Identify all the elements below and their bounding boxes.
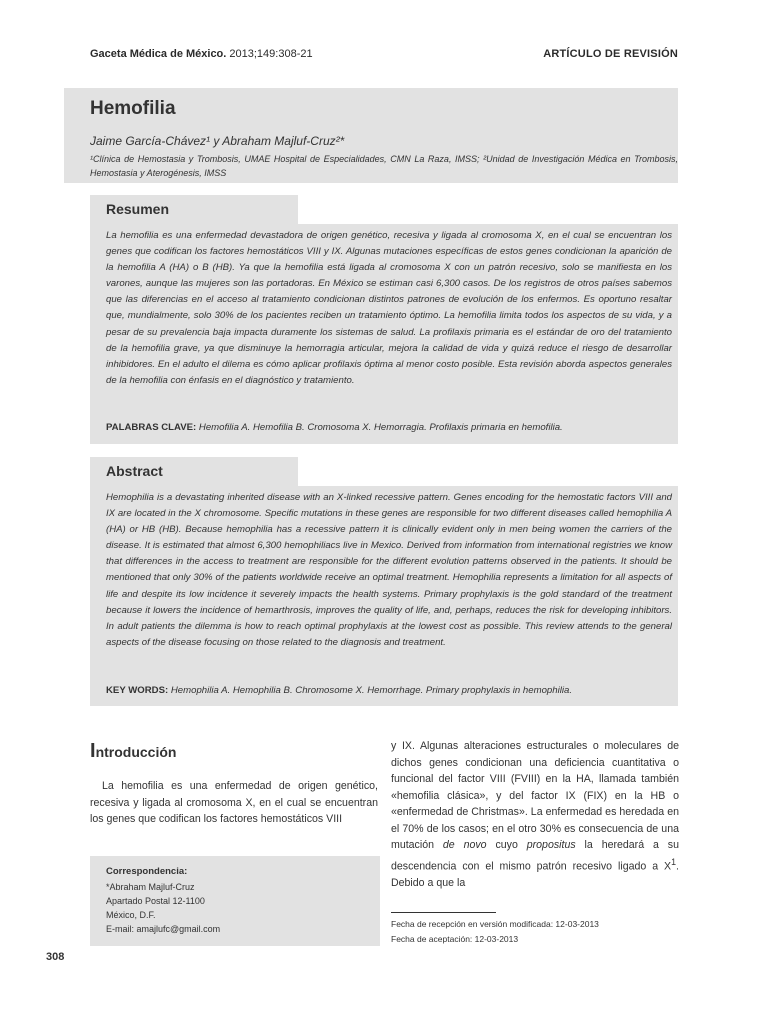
correspondence-city: México, D.F. bbox=[106, 910, 156, 920]
text-run: . Debido a que la bbox=[391, 860, 679, 889]
keywords-list: Hemophilia A. Hemophilia B. Chromosome X. Hemorrhage. Primary prophylaxis in hemophilia. bbox=[168, 685, 573, 696]
keywords-label: PALABRAS CLAVE: bbox=[106, 422, 197, 433]
keywords-label: KEY WORDS: bbox=[106, 685, 169, 696]
correspondence-address: Apartado Postal 12-1100 bbox=[106, 896, 205, 906]
correspondence-name: *Abraham Majluf-Cruz bbox=[106, 882, 195, 892]
italic-term: propositus bbox=[526, 839, 576, 851]
intro-heading-rest: ntroducción bbox=[95, 744, 177, 760]
article-authors: Jaime García-Chávez¹ y Abraham Majluf-Cruz²* bbox=[90, 134, 345, 148]
italic-term: de novo bbox=[442, 839, 487, 851]
author-affiliations: ¹Clínica de Hemostasia y Trombosis, UMAE Hospital de Especialidades, CMN La Raza, IMSS; ²Unidad de Investigación Médica en Trombosis, Hemostasia y Aterogénesis, IMSS bbox=[90, 154, 678, 178]
journal-citation bbox=[90, 48, 313, 60]
citation-ref: 1 bbox=[671, 856, 677, 867]
intro-dropcap: I bbox=[90, 740, 96, 762]
correspondence-box bbox=[90, 856, 380, 946]
intro-heading bbox=[90, 740, 176, 763]
article-title: Hemofilia bbox=[90, 98, 176, 119]
text-run: cuyo bbox=[486, 839, 527, 851]
resumen-heading: Resumen bbox=[106, 201, 170, 217]
keywords-list: Hemofilia A. Hemofilia B. Cromosoma X. Hemorragia. Profilaxis primaria en hemofilia. bbox=[196, 422, 563, 433]
journal-name: Gaceta Médica de México. bbox=[90, 48, 227, 60]
accepted-date: Fecha de aceptación: 12-03-2013 bbox=[391, 934, 519, 944]
resumen-text: La hemofilia es una enfermedad devastadora de origen genético, recesiva y ligada al cromosoma X, en el cual se encuentran los genes que codifican los factores hemostáticos VIII y IX. Algunas mutaciones específicas de estos genes condicionan la aparición de la hemofilia A (HA) o B (HB). Ya que la hemofilia está ligada al cromosoma X con un patrón recesivo, solo se manifiesta en los varones, aunque las mujeres son las portadoras. En México se estiman casi 6,300 casos. De los registros de otros países sabemos que las diferencias en el acceso al tratamiento condicionan distintos patrones de evolución de los enfermos. Es oportuno resaltar que, mundialmente, solo 30% de los pacientes reciben un tratamiento óptimo. La hemofilia limita todos los aspectos de su vida, y a pesar de su prevalencia baja impacta duramente los sistemas de salud. La profilaxis primaria es el estándar de oro del tratamiento de la hemofilia grave, ya que disminuye la hemorragia articular, mejora la calidad de vida y quizá reduce el riesgo de desarrollar inhibidores. En el adulto el dilema es cómo aplicar profilaxis óptima al menor costo posible. Esta revisión aborda aspectos generales de la hemofilia con énfasis en el diagnóstico y tratamiento. bbox=[106, 230, 672, 386]
page-number: 308 bbox=[46, 951, 65, 963]
resumen-box bbox=[90, 224, 678, 444]
abstract-heading: Abstract bbox=[106, 463, 163, 479]
text-run: la heredará a su descendencia con el mismo patrón recesivo ligado a X bbox=[391, 839, 679, 873]
resumen-heading-box bbox=[90, 195, 298, 224]
intro-paragraph: La hemofilia es una enfermedad de origen genético, recesiva y ligada al cromosoma X, en el cual se encuentran los genes que codifican los factores hemostáticos VIII bbox=[90, 780, 378, 825]
section-type: ARTÍCULO DE REVISIÓN bbox=[543, 48, 678, 60]
received-date: Fecha de recepción en versión modificada: 12-03-2013 bbox=[391, 919, 599, 929]
intro-continuation bbox=[391, 738, 679, 891]
abstract-keywords bbox=[106, 685, 572, 696]
correspondence-email: E-mail: amajlufc@gmail.com bbox=[106, 924, 221, 934]
journal-volume: 2013;149:308-21 bbox=[226, 48, 313, 60]
abstract-text: Hemophilia is a devastating inherited disease with an X-linked recessive pattern. Genes encoding for the hemostatic factors VIII and IX are located in the X chromosome. Specific mutations in these genes are responsible for two different diseases called hemophilia A (HA) or HB (HB). Because hemophilia has a recessive pattern it is clinically evident only in men being women the carriers of the disease. It is estimated that almost 6,300 hemophiliacs live in Mexico. Derived from information from international registries we know that differences in the access to treatment are responsible for the different evolution patterns observed in the patients. It should be mentioned that only 30% of the patients worldwide receive an optimal treatment. Hemophilia represents a limitation for all aspects of life and despite its low incidence it severely impacts the health systems. Primary prophylaxis is the gold standard of the treatment because it lowers the incidence of hemarthrosis, improves the quality of life, and, perhaps, reduces the risk for developing inhibitors. In adult patients the dilemma is how to reach optimal prophylaxis at the lowest cost as possible. This review attends to the general aspects of the disease focusing on those related to the diagnosis and treatment. bbox=[106, 492, 672, 648]
abstract-heading-box bbox=[90, 457, 298, 486]
footnote-rule bbox=[391, 912, 496, 913]
correspondence-title: Correspondencia: bbox=[106, 866, 188, 877]
text-run: y IX. Algunas alteraciones estructurales o moleculares de dichos genes condicionan una deficiencia cuantitativa o funcional del factor VIII (FVIII) en la HA, llamada también «hemofilia clásica», y del factor IX (FIX) en la HB o «enfermedad de Christmas». La enfermedad es heredada en el 70% de los casos; en el otro 30% es consecuencia de una mutación bbox=[391, 740, 679, 851]
abstract-box bbox=[90, 486, 678, 706]
resumen-keywords bbox=[106, 422, 563, 433]
